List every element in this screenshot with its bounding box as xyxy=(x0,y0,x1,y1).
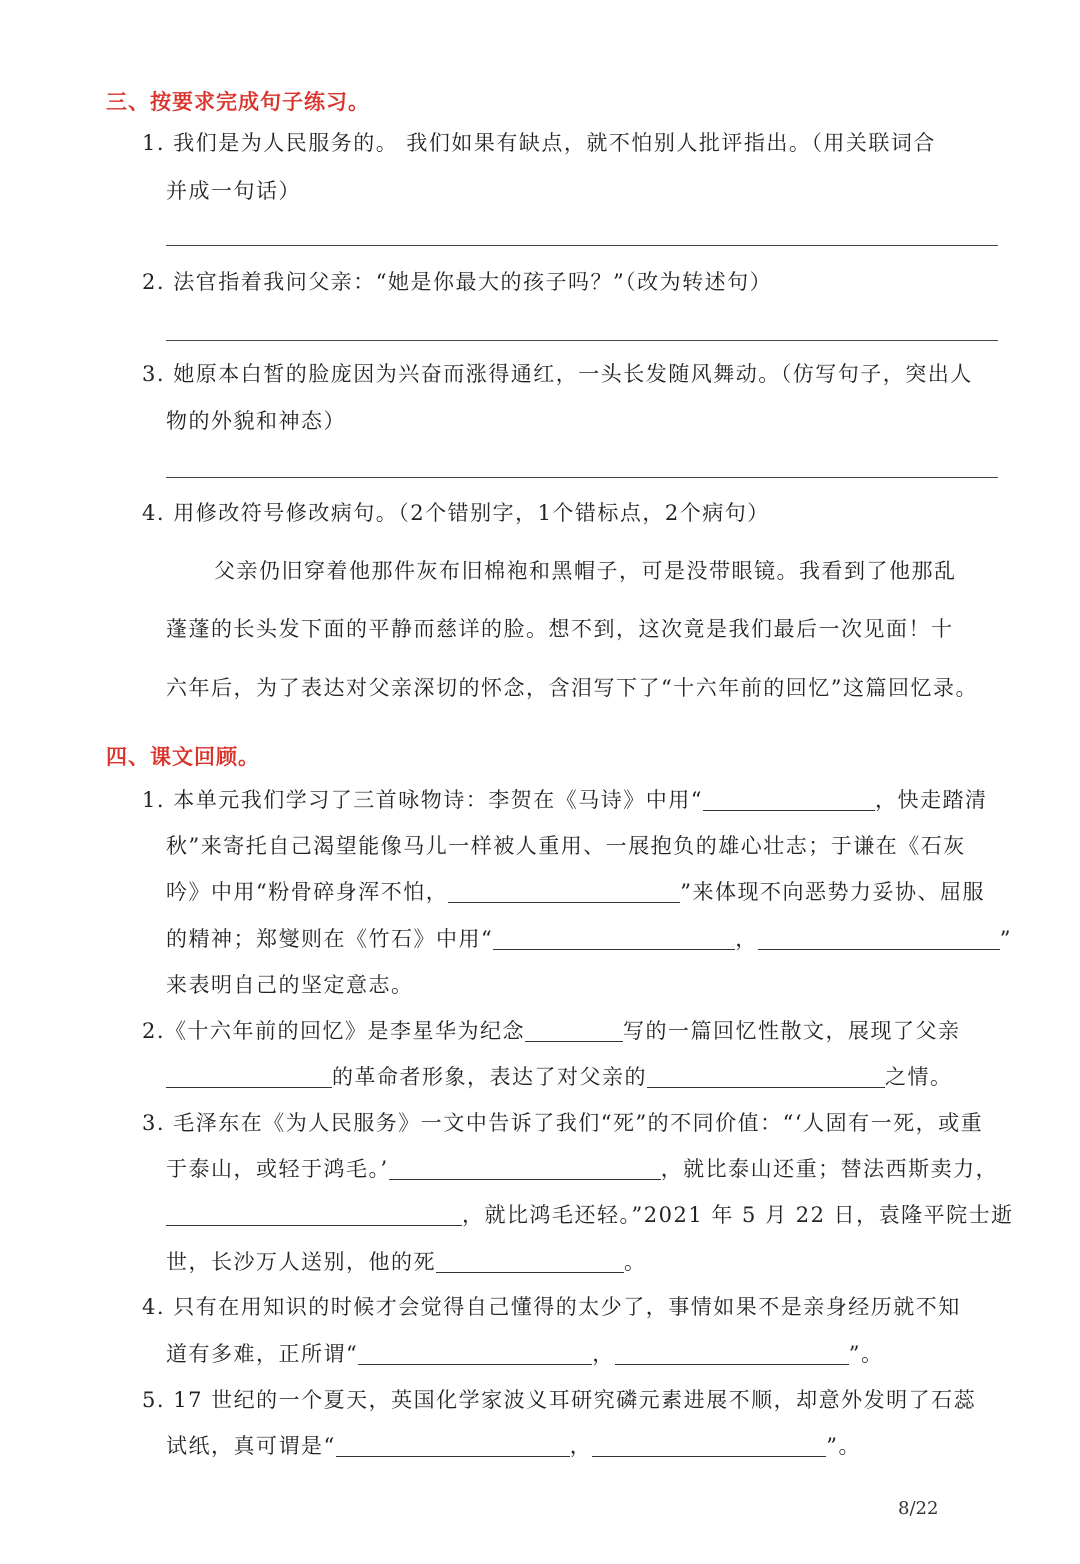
s4-q2-text-b: 写的一篇回忆性散文，展现了父亲 xyxy=(623,1019,961,1043)
s4-q1-text-e: 的精神；郑燮则在《竹石》中用“ xyxy=(166,927,494,951)
s3-q4-line1: 4. 用修改符号修改病句。（2个错别字，1个错标点，2个病句） xyxy=(142,501,770,525)
s4-q5-blank-2[interactable] xyxy=(592,1434,826,1457)
s4-q1-text-f: ， xyxy=(735,927,758,951)
s4-q4-blank-1[interactable] xyxy=(358,1342,592,1365)
s3-q4-para3: 六年后，为了表达对父亲深切的怀念，含泪写下了“十六年前的回忆”这篇回忆录。 xyxy=(166,676,978,700)
s4-q3-line4 xyxy=(166,1247,647,1277)
s4-q4-blank-2[interactable] xyxy=(615,1342,849,1365)
s4-q3-line2 xyxy=(166,1154,998,1184)
s4-q2-text-c: 的革命者形象，表达了对父亲的 xyxy=(332,1065,647,1089)
s4-q1-blank-4[interactable] xyxy=(758,927,1000,950)
s4-q4-line1: 4. 只有在用知识的时候才会觉得自己懂得的太少了，事情如果不是亲身经历就不知 xyxy=(142,1295,961,1319)
s3-q1-answer-line[interactable] xyxy=(166,245,998,246)
section-3-title: 三、按要求完成句子练习。 xyxy=(106,90,370,114)
s4-q1-line3 xyxy=(166,877,985,907)
s4-q2-blank-1[interactable] xyxy=(525,1019,623,1042)
s4-q1-text-g: ” xyxy=(999,927,1012,951)
section-4-title: 四、课文回顾。 xyxy=(106,745,260,769)
s4-q3-blank-3[interactable] xyxy=(436,1250,624,1273)
s4-q1-text-c: 吟》中用“粉骨碎身浑不怕， xyxy=(166,880,449,904)
s4-q1-line2: 秋”来寄托自己渴望能像马儿一样被人重用、一展抱负的雄心壮志；于谦在《石灰 xyxy=(166,834,966,858)
s3-q4-para2: 蓬蓬的长头发下面的平静而慈详的脸。想不到，这次竟是我们最后一次见面！十 xyxy=(166,617,954,641)
s3-q3-answer-line[interactable] xyxy=(166,477,998,478)
s4-q4-line2 xyxy=(166,1339,884,1369)
s4-q1-line4 xyxy=(166,924,1012,954)
s4-q5-line2 xyxy=(166,1431,861,1461)
s4-q5-text-a: 试纸，真可谓是“ xyxy=(166,1434,336,1458)
s3-q2-line1: 2. 法官指着我问父亲：“她是你最大的孩子吗？”（改为转述句） xyxy=(142,270,773,294)
s4-q5-line1: 5. 17 世纪的一个夏天，英国化学家波义耳研究磷元素进展不顺，却意外发明了石蕊 xyxy=(142,1388,977,1412)
s4-q4-text-b: ， xyxy=(592,1342,615,1366)
s4-q2-line2 xyxy=(166,1062,953,1092)
s3-q2-answer-line[interactable] xyxy=(166,340,998,341)
s4-q2-blank-2[interactable] xyxy=(166,1065,332,1088)
s4-q1-blank-3[interactable] xyxy=(493,927,735,950)
s4-q3-text-e: 。 xyxy=(624,1250,647,1274)
page-number: 8/22 xyxy=(898,1498,939,1519)
s3-q4-para1: 父亲仍旧穿着他那件灰布旧棉袍和黑帽子，可是没带眼镜。我看到了他那乱 xyxy=(214,559,957,583)
s4-q4-text-c: ”。 xyxy=(848,1342,884,1366)
s3-q3-line1: 3. 她原本白皙的脸庞因为兴奋而涨得通红，一头长发随风舞动。（仿写句子，突出人 xyxy=(142,362,973,386)
s4-q1-blank-1[interactable] xyxy=(703,788,875,811)
s4-q2-text-d: 之情。 xyxy=(885,1065,953,1089)
s4-q3-text-d: 世，长沙万人送别，他的死 xyxy=(166,1250,436,1274)
s4-q2-blank-3[interactable] xyxy=(647,1065,885,1088)
s4-q1-line5: 来表明自己的坚定意志。 xyxy=(166,973,414,997)
s4-q3-text-c: ，就比鸿毛还轻。”2021 年 5 月 22 日，袁隆平院士逝 xyxy=(462,1203,1014,1227)
s3-q3-line2: 物的外貌和神态） xyxy=(166,409,346,433)
s4-q5-blank-1[interactable] xyxy=(336,1434,570,1457)
s3-q1-line2: 并成一句话） xyxy=(166,179,301,203)
s4-q5-text-b: ， xyxy=(569,1434,593,1458)
s4-q1-text-b: ，快走踏清 xyxy=(874,788,988,812)
s4-q2-text-a: 2.《十六年前的回忆》是李星华为纪念 xyxy=(142,1019,526,1043)
s3-q1-line1: 1. 我们是为人民服务的。 我们如果有缺点，就不怕别人批评指出。（用关联词合 xyxy=(142,131,936,155)
s4-q3-text-a: 于泰山，或轻于鸿毛。’ xyxy=(166,1157,389,1181)
s4-q3-line1: 3. 毛泽东在《为人民服务》一文中告诉了我们“死”的不同价值：“‘人固有一死，或重 xyxy=(142,1111,984,1135)
s4-q5-text-c: ”。 xyxy=(826,1434,861,1458)
s4-q3-blank-1[interactable] xyxy=(389,1157,661,1180)
s4-q1-line1 xyxy=(142,785,987,815)
s4-q1-blank-2[interactable] xyxy=(448,880,680,903)
s4-q3-line3 xyxy=(166,1200,1014,1230)
s4-q4-text-a: 道有多难，正所谓“ xyxy=(166,1342,359,1366)
s4-q1-text-d: ”来体现不向恶势力妥协、屈服 xyxy=(680,880,985,904)
s4-q3-text-b: ，就比泰山还重；替法西斯卖力， xyxy=(660,1157,999,1181)
s4-q2-line1 xyxy=(142,1016,961,1046)
s4-q1-text-a: 1. 本单元我们学习了三首咏物诗：李贺在《马诗》中用“ xyxy=(142,788,703,812)
s4-q3-blank-2[interactable] xyxy=(166,1203,462,1226)
